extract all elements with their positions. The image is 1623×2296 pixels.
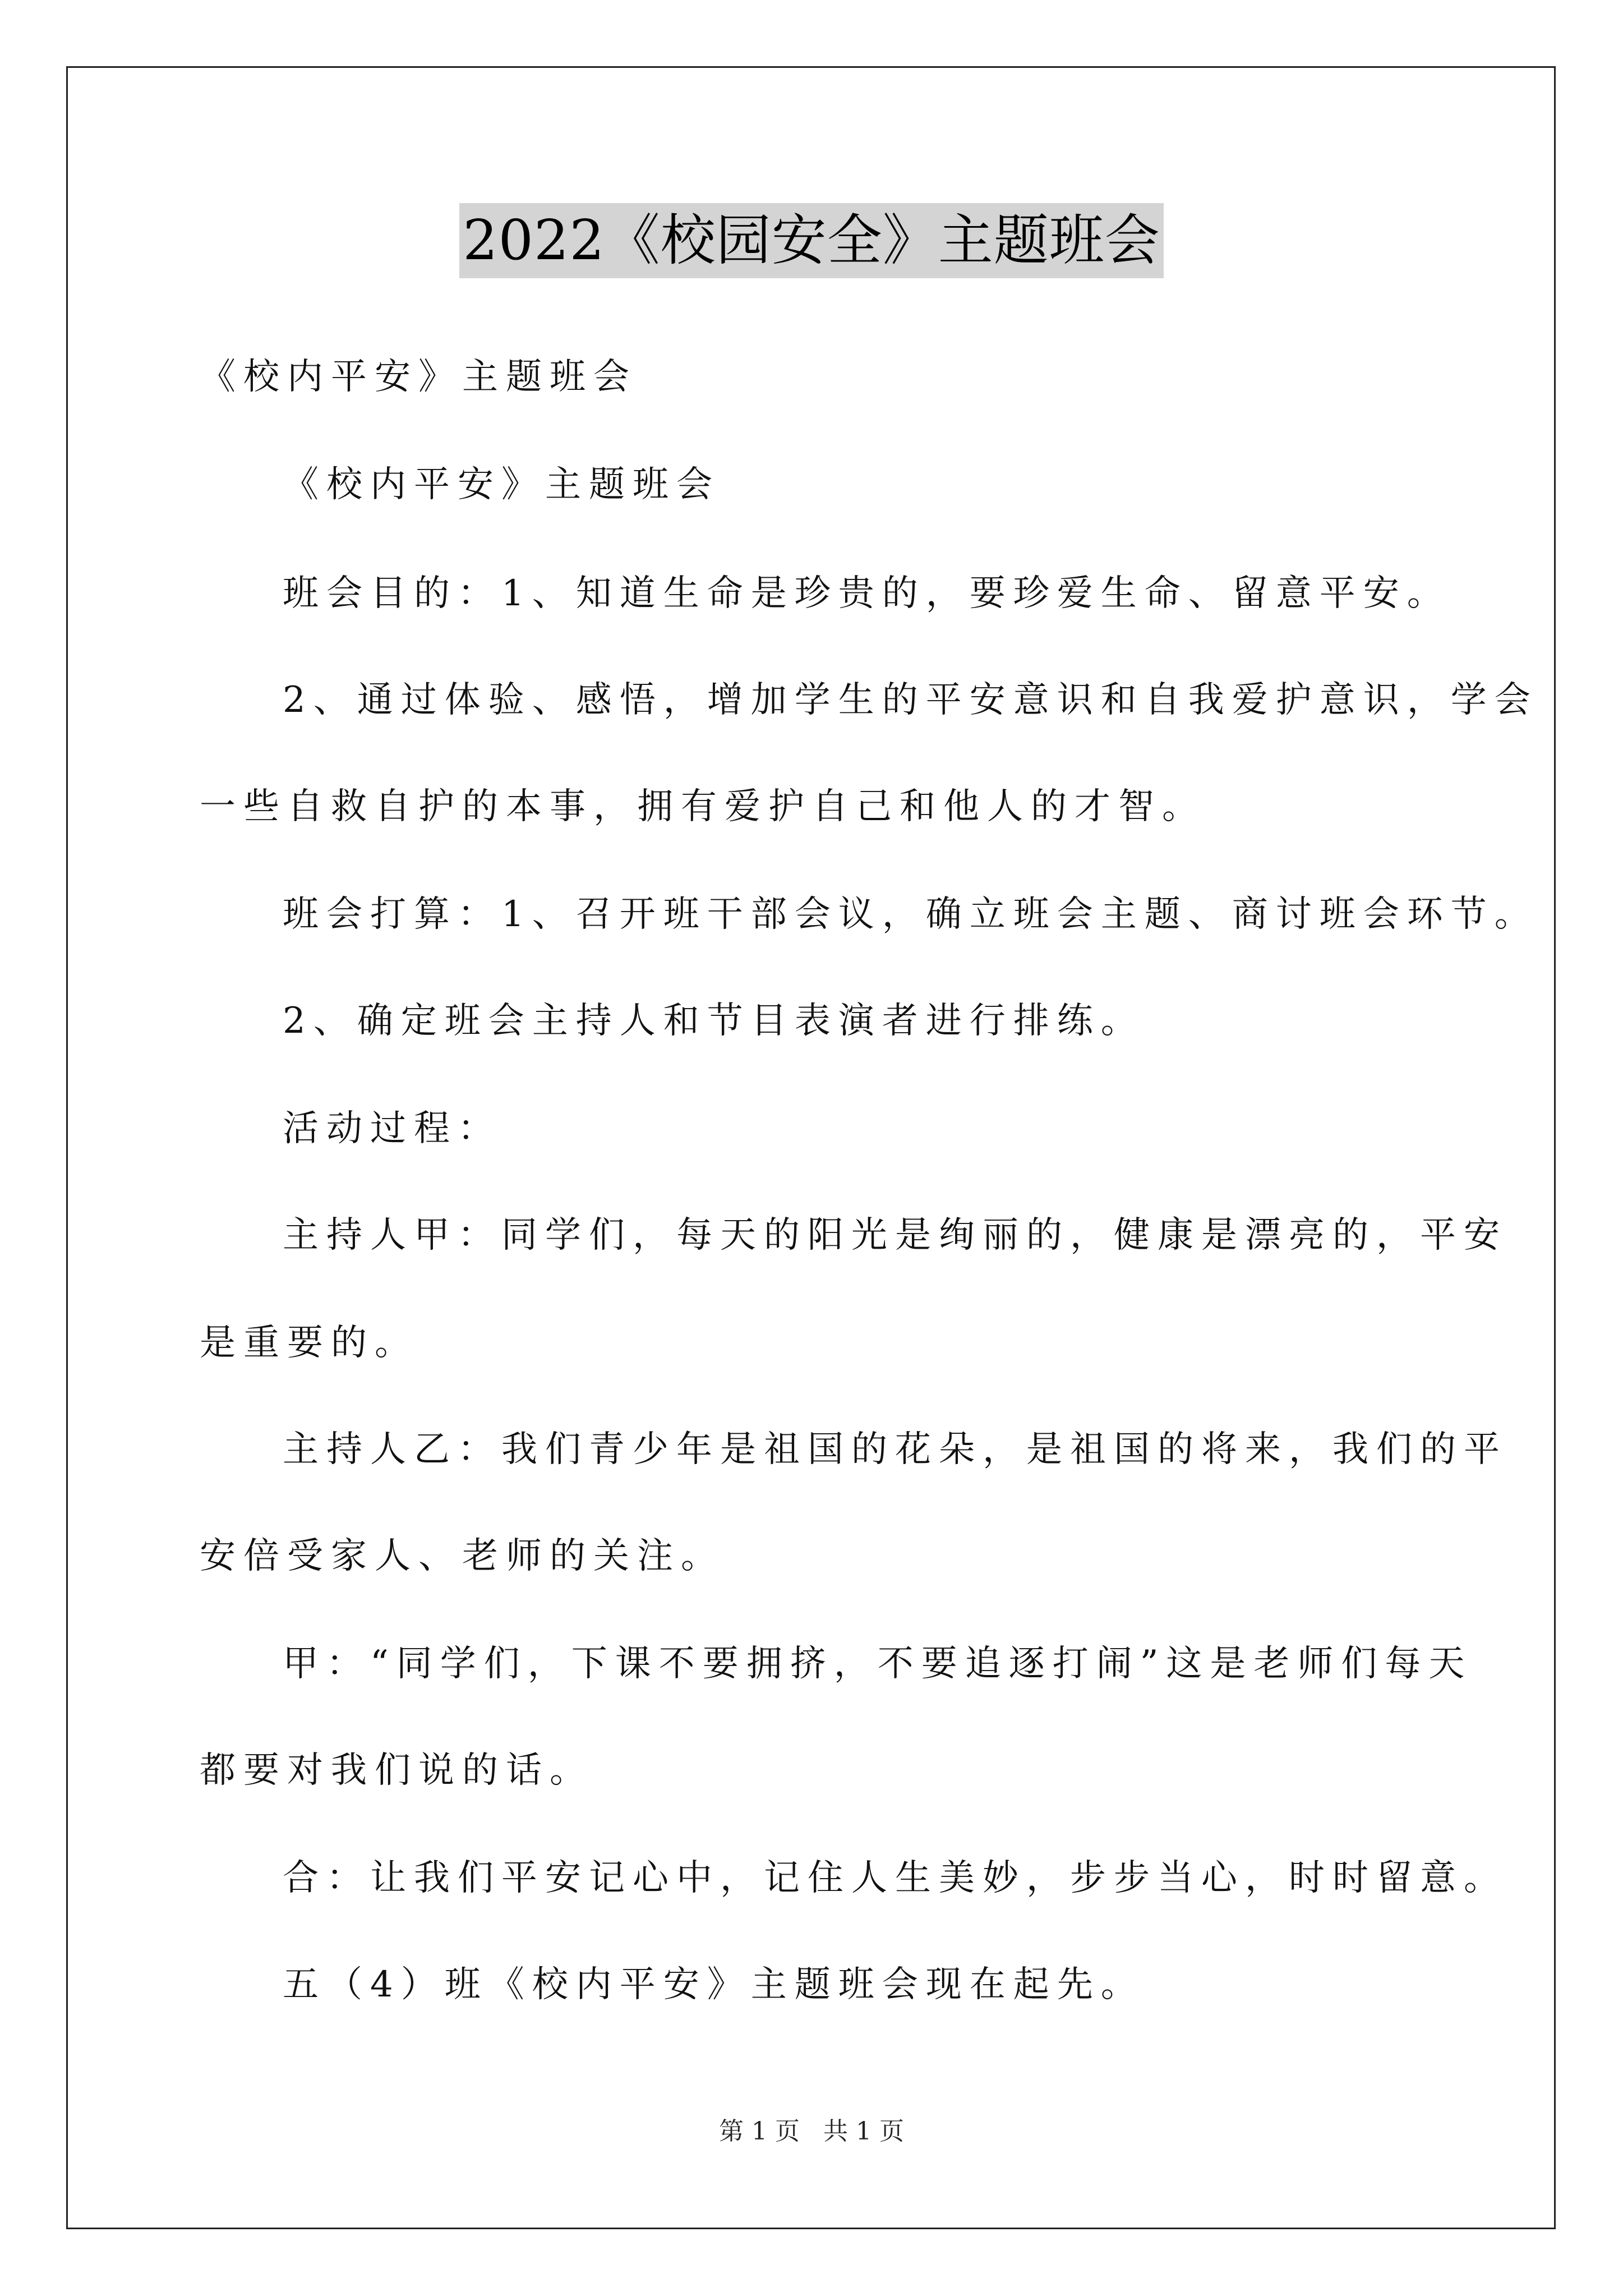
paragraph-plan-1: 班会打算：1、召开班干部会议，确立班会主题、商讨班会环节。 [283,894,1538,935]
paragraph-host-b: 主持人乙：我们青少年是祖国的花朵，是祖国的将来，我们的平 [283,1429,1507,1470]
paragraph-process-heading: 活动过程： [283,1108,501,1149]
page-footer: 第 1 页 共 1 页 [719,2117,904,2146]
paragraph-host-b-cont: 安倍受家人、老师的关注。 [200,1535,725,1577]
paragraph-purpose-1: 班会目的：1、知道生命是珍贵的，要珍爱生命、留意平安。 [283,573,1451,614]
paragraph-subheading: 《校内平安》主题班会 [283,464,720,505]
paragraph-opening: 五（4）班《校内平安》主题班会现在起先。 [283,1964,1145,2005]
paragraph-plan-2: 2、确定班会主持人和节目表演者进行排练。 [283,1000,1145,1042]
paragraph-host-a-cont: 是重要的。 [200,1322,418,1364]
paragraph-speaker-a-cont: 都要对我们说的话。 [200,1750,593,1791]
document-title: 2022《校园安全》主题班会 [459,203,1163,278]
paragraph-purpose-2-cont: 一些自救自护的本事，拥有爱护自己和他人的才智。 [200,786,1206,827]
paragraph-host-a: 主持人甲：同学们，每天的阳光是绚丽的，健康是漂亮的，平安 [283,1214,1507,1256]
title-container [0,203,1623,278]
paragraph-speaker-a: 甲：“同学们，下课不要拥挤，不要追逐打闹”这是老师们每天 [283,1643,1473,1685]
paragraph-together: 合：让我们平安记心中，记住人生美妙，步步当心，时时留意。 [283,1857,1507,1899]
paragraph-purpose-2: 2、通过体验、感悟，增加学生的平安意识和自我爱护意识，学会 [283,679,1538,721]
paragraph-heading: 《校内平安》主题班会 [200,356,637,398]
